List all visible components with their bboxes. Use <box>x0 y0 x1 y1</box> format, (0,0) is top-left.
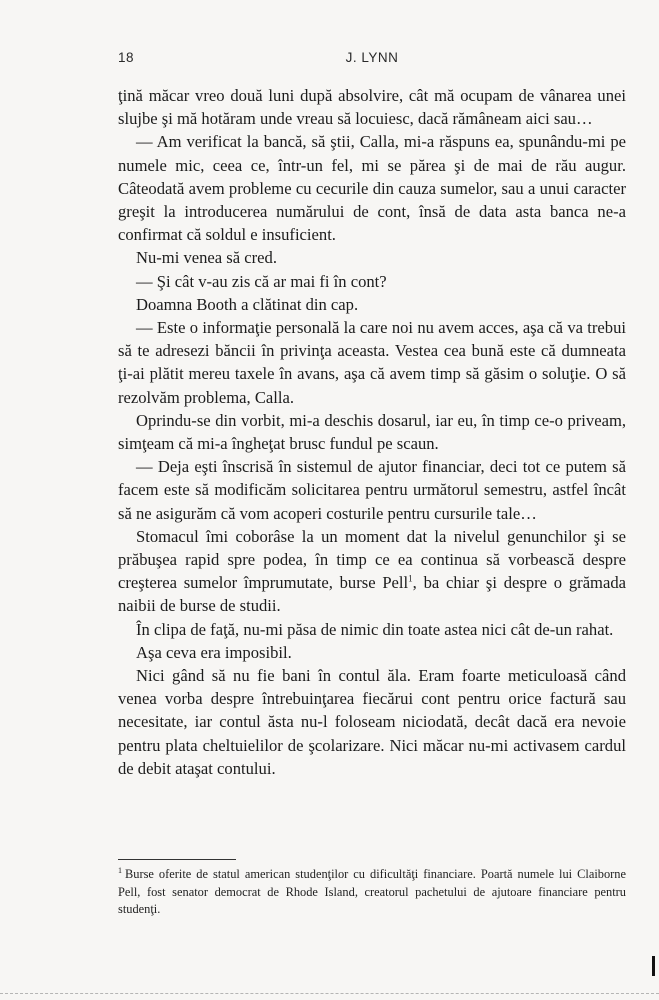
footnote-reference[interactable]: 1 <box>408 573 413 584</box>
paragraph-dialogue: — Deja eşti înscrisă în sistemul de ajutor financiar, deci tot ce putem să facem este să modificăm solicitarea pentru următorul semestru, astfel încât să ne asigurăm că vom acoperi costurile pentru cursurile tale… <box>118 457 626 523</box>
footnote-text: Burse oferite de statul american studenţilor cu dificultăţi financiare. Poartă numele lui Claiborne Pell, fost senator democrat de Rhode Island, creatorul pachetului de ajutoare financiare pentru studenţi. <box>118 867 626 916</box>
paragraph-dialogue: — Şi cât v-au zis că ar mai fi în cont? <box>136 271 387 291</box>
page-bottom-edge <box>0 993 659 994</box>
paragraph-text-after-note: , ba chiar şi despre o grămada naibii de burse de studii. <box>118 573 626 616</box>
paragraph: Nu-mi venea să cred. <box>136 248 277 268</box>
paragraph: Doamna Booth a clătinat din cap. <box>136 294 359 314</box>
paragraph-dialogue: — Este o informaţie personală la care noi nu avem acces, aşa că va trebui să te adresezi băncii în privinţa aceasta. Vestea cea bună este că dumneata ţi-ai plătit mereu taxele în avans, aşa că avem timp să găsim o soluţie. O să rezolvăm problema, Calla. <box>118 318 626 407</box>
paragraph-continuation: ţină măcar vreo două luni după absolvire, cât mă ocupam de vânarea unei slujbe şi mă hotăram unde vreau să locuiesc, dacă rămâneam aici sau… <box>118 86 626 129</box>
paragraph: Nici gând să nu fie bani în contul ăla. Eram foarte meticuloasă când venea vorba despre întrebuinţarea fiecărui cont pentru orice factură sau necesitate, iar contul ăsta nu-l foloseam niciodată, decât dacă era nevoie pentru plata cheltuielilor de şcolarizare. Nici măcar nu-mi activasem cardul de debit ataşat contului. <box>118 666 626 778</box>
scan-artifact <box>652 956 655 976</box>
paragraph: Aşa ceva era imposibil. <box>136 642 292 662</box>
running-head-author: J. LYNN <box>345 50 399 65</box>
page-number: 18 <box>118 50 135 65</box>
paragraph: Oprindu-se din vorbit, mi-a deschis dosarul, iar eu, în timp ce-o priveam, simţeam că mi-a îngheţat brusc fundul pe scaun. <box>118 410 626 454</box>
footnote <box>118 866 626 919</box>
paragraph-dialogue: — Am verificat la bancă, să ştii, Calla, mi-a răspuns ea, spunându-mi pe numele mic, ceea ce, într-un fel, mi se părea şi de mai de rău augur. Câteodată avem probleme cu cecurile din cauza sumelor, sau a unui caracter greşit la introducerea numărului de cont, însă de data asta banca ne-a confirmat că soldul e insuficient. <box>118 132 626 245</box>
running-head <box>118 50 626 72</box>
footnote-marker: 1 <box>118 865 122 875</box>
footnote-divider <box>118 859 236 860</box>
body-text <box>118 84 626 780</box>
paragraph: În clipa de faţă, nu-mi păsa de nimic din toate astea nici cât de-un rahat. <box>136 619 614 639</box>
paragraph-text-before-note: Stomacul îmi coborâse la un moment dat la nivelul genunchilor şi se prăbuşea rapid spre podea, în timp ce ea continua să vorbească despre creşterea sumelor împrumutate, burse Pell <box>118 526 626 593</box>
paragraph-with-footnote <box>118 525 626 618</box>
